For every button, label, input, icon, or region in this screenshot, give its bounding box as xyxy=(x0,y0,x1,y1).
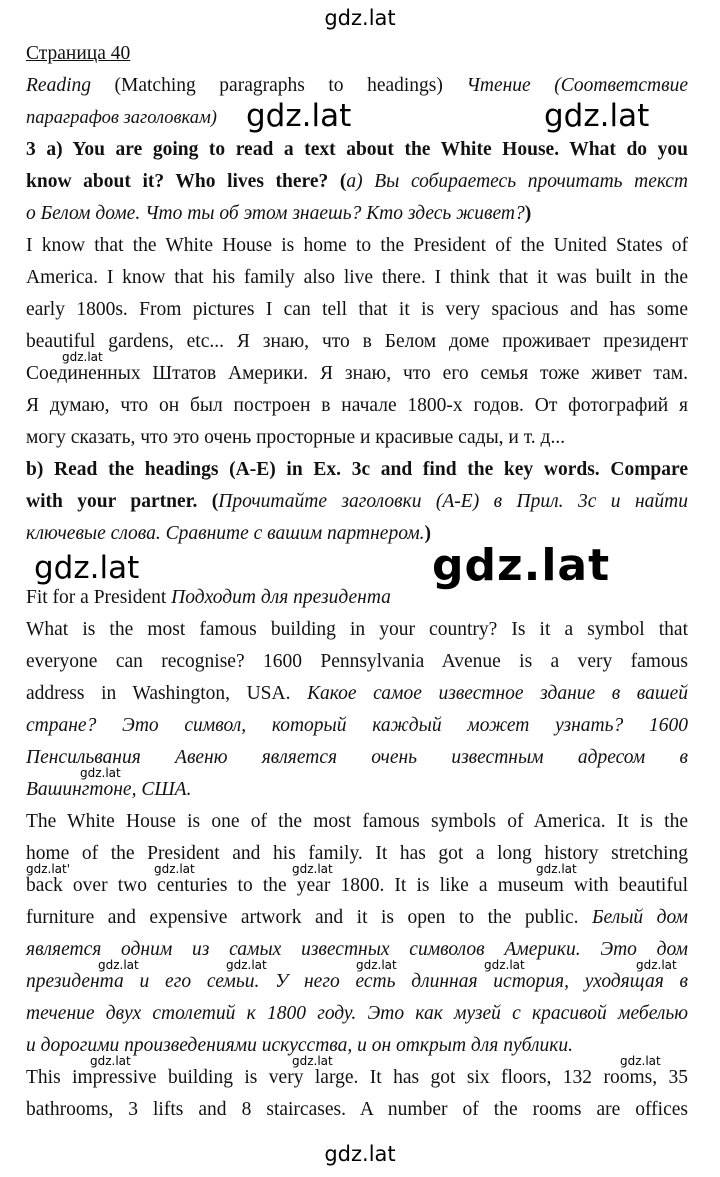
watermark-top: gdz.lat xyxy=(324,6,396,30)
answer-a-line: I know that the White House is home to the President of the United States of xyxy=(26,235,688,256)
paragraph-2-translation-line: является одним из самых известных символов Америки. Это дом xyxy=(26,939,688,960)
page-label: Страница 40 xyxy=(26,43,131,64)
paragraph-2-line: home of the President and his family. It has got a long history stretching xyxy=(26,843,688,864)
watermark-small: gdz.lat' xyxy=(26,862,71,876)
task-b-line3 xyxy=(26,518,431,550)
reading-label-en: Reading xyxy=(26,75,91,96)
watermark-small: gdz.lat xyxy=(226,958,267,972)
paragraph-2-line: The White House is one of the most famous symbols of America. It is the xyxy=(26,811,688,832)
watermark-small: gdz.lat xyxy=(98,958,139,972)
paragraph-1-translation-line: Вашингтоне, США. xyxy=(26,779,192,800)
task-a-translation: а) Вы собираетесь прочитать текст xyxy=(346,171,689,192)
task-b-line2 xyxy=(26,486,688,518)
watermark-small: gdz.lat xyxy=(636,958,677,972)
watermark-small: gdz.lat xyxy=(90,1054,131,1068)
paragraph-2-translation-line: президента и его семьи. У него есть длинная история, уходящая в xyxy=(26,971,688,992)
watermark-small: gdz.lat xyxy=(62,350,103,364)
reading-subtitle-en: (Matching paragraphs to headings) xyxy=(90,75,467,96)
answer-a-line: beautiful gardens, etc... Я знаю, что в Белом доме проживает президент xyxy=(26,331,688,352)
watermark-small: gdz.lat xyxy=(292,1054,333,1068)
paragraph-1-translation-line: стране? Это символ, который каждый может узнать? 1600 xyxy=(26,715,688,736)
watermark-small: gdz.lat xyxy=(620,1054,661,1068)
section-heading-en: Fit for a President xyxy=(26,587,172,608)
watermark-small: gdz.lat xyxy=(484,958,525,972)
paragraph-2-translation-line: и дорогими произведениями искусства, и он открыт для публики. xyxy=(26,1035,573,1056)
answer-a-line: могу сказать, что это очень просторные и красивые сады, и т. д... xyxy=(26,427,566,448)
watermark-mid-1: gdz.lat xyxy=(246,98,352,134)
watermark-small: gdz.lat xyxy=(80,766,121,780)
paragraph-2-line: back over two centuries to the year 1800. It is like a museum with beautiful xyxy=(26,875,688,896)
paragraph-2-line xyxy=(26,902,688,934)
watermark-small: gdz.lat xyxy=(536,862,577,876)
answer-a-line: Я думаю, что он был построен в начале 1800-х годов. От фотографий я xyxy=(26,395,688,416)
section-heading xyxy=(26,582,391,614)
paragraph-1-translation: Какое самое известное здание в вашей xyxy=(307,683,688,704)
reading-heading-line2: параграфов заголовкам) xyxy=(26,108,217,128)
paragraph-2-text: furniture and expensive artwork and it is open to the public. xyxy=(26,907,593,928)
task-a-line1: 3 a) You are going to read a text about the White House. What do you xyxy=(26,139,688,160)
paragraph-1-line xyxy=(26,678,688,710)
watermark-mid-2: gdz.lat xyxy=(544,98,650,134)
paragraph-1-line: What is the most famous building in your country? Is it a symbol that xyxy=(26,619,688,640)
watermark-small: gdz.lat xyxy=(154,862,195,876)
reading-label-ru: Чтение (Соответствие xyxy=(466,75,688,96)
task-b-translation: Прочитайте заголовки (А-Е) в Прил. 3с и найти xyxy=(218,491,688,512)
task-b-translation-end: ключевые слова. Сравните с вашим партнером. xyxy=(26,523,425,544)
paragraph-2-translation: Белый дом xyxy=(592,907,688,928)
paragraph-1-translation-line: Пенсильвания Авеню является очень известным адресом в xyxy=(26,747,688,768)
section-heading-ru: Подходит для президента xyxy=(171,587,391,608)
task-a-translation-end: о Белом доме. Что ты об этом знаешь? Кто здесь живет? xyxy=(26,203,525,224)
task-a-close-paren: ) xyxy=(524,203,532,224)
task-a-line3 xyxy=(26,198,531,230)
watermark-large: gdz.lat xyxy=(432,540,611,591)
task-a-question: know about it? Who lives there? ( xyxy=(26,171,347,192)
watermark-bottom: gdz.lat xyxy=(324,1142,396,1166)
task-a-line2 xyxy=(26,166,688,198)
paragraph-1-text: address in Washington, USA. xyxy=(26,683,308,704)
task-b-line1: b) Read the headings (A-E) in Ex. 3c and find the key words. Compare xyxy=(26,459,688,480)
watermark-small: gdz.lat xyxy=(292,862,333,876)
answer-a-line: early 1800s. From pictures I can tell that it is very spacious and has some xyxy=(26,299,688,320)
task-b-close-paren: ) xyxy=(424,523,432,544)
paragraph-3-line: This impressive building is very large. It has got six floors, 132 rooms, 35 xyxy=(26,1067,688,1088)
watermark-mid-3: gdz.lat xyxy=(34,550,140,586)
watermark-small: gdz.lat xyxy=(356,958,397,972)
paragraph-1-line: everyone can recognise? 1600 Pennsylvania Avenue is a very famous xyxy=(26,651,688,672)
answer-a-line: America. I know that his family also live there. I think that it was built in the xyxy=(26,267,688,288)
paragraph-3-line: bathrooms, 3 lifts and 8 staircases. A number of the rooms are offices xyxy=(26,1099,688,1120)
paragraph-2-translation-line: течение двух столетий к 1800 году. Это как музей с красивой мебелью xyxy=(26,1003,688,1024)
task-b-instruction: with your partner. ( xyxy=(26,491,219,512)
answer-a-line: Соединенных Штатов Америки. Я знаю, что его семья тоже живет там. xyxy=(26,363,688,384)
